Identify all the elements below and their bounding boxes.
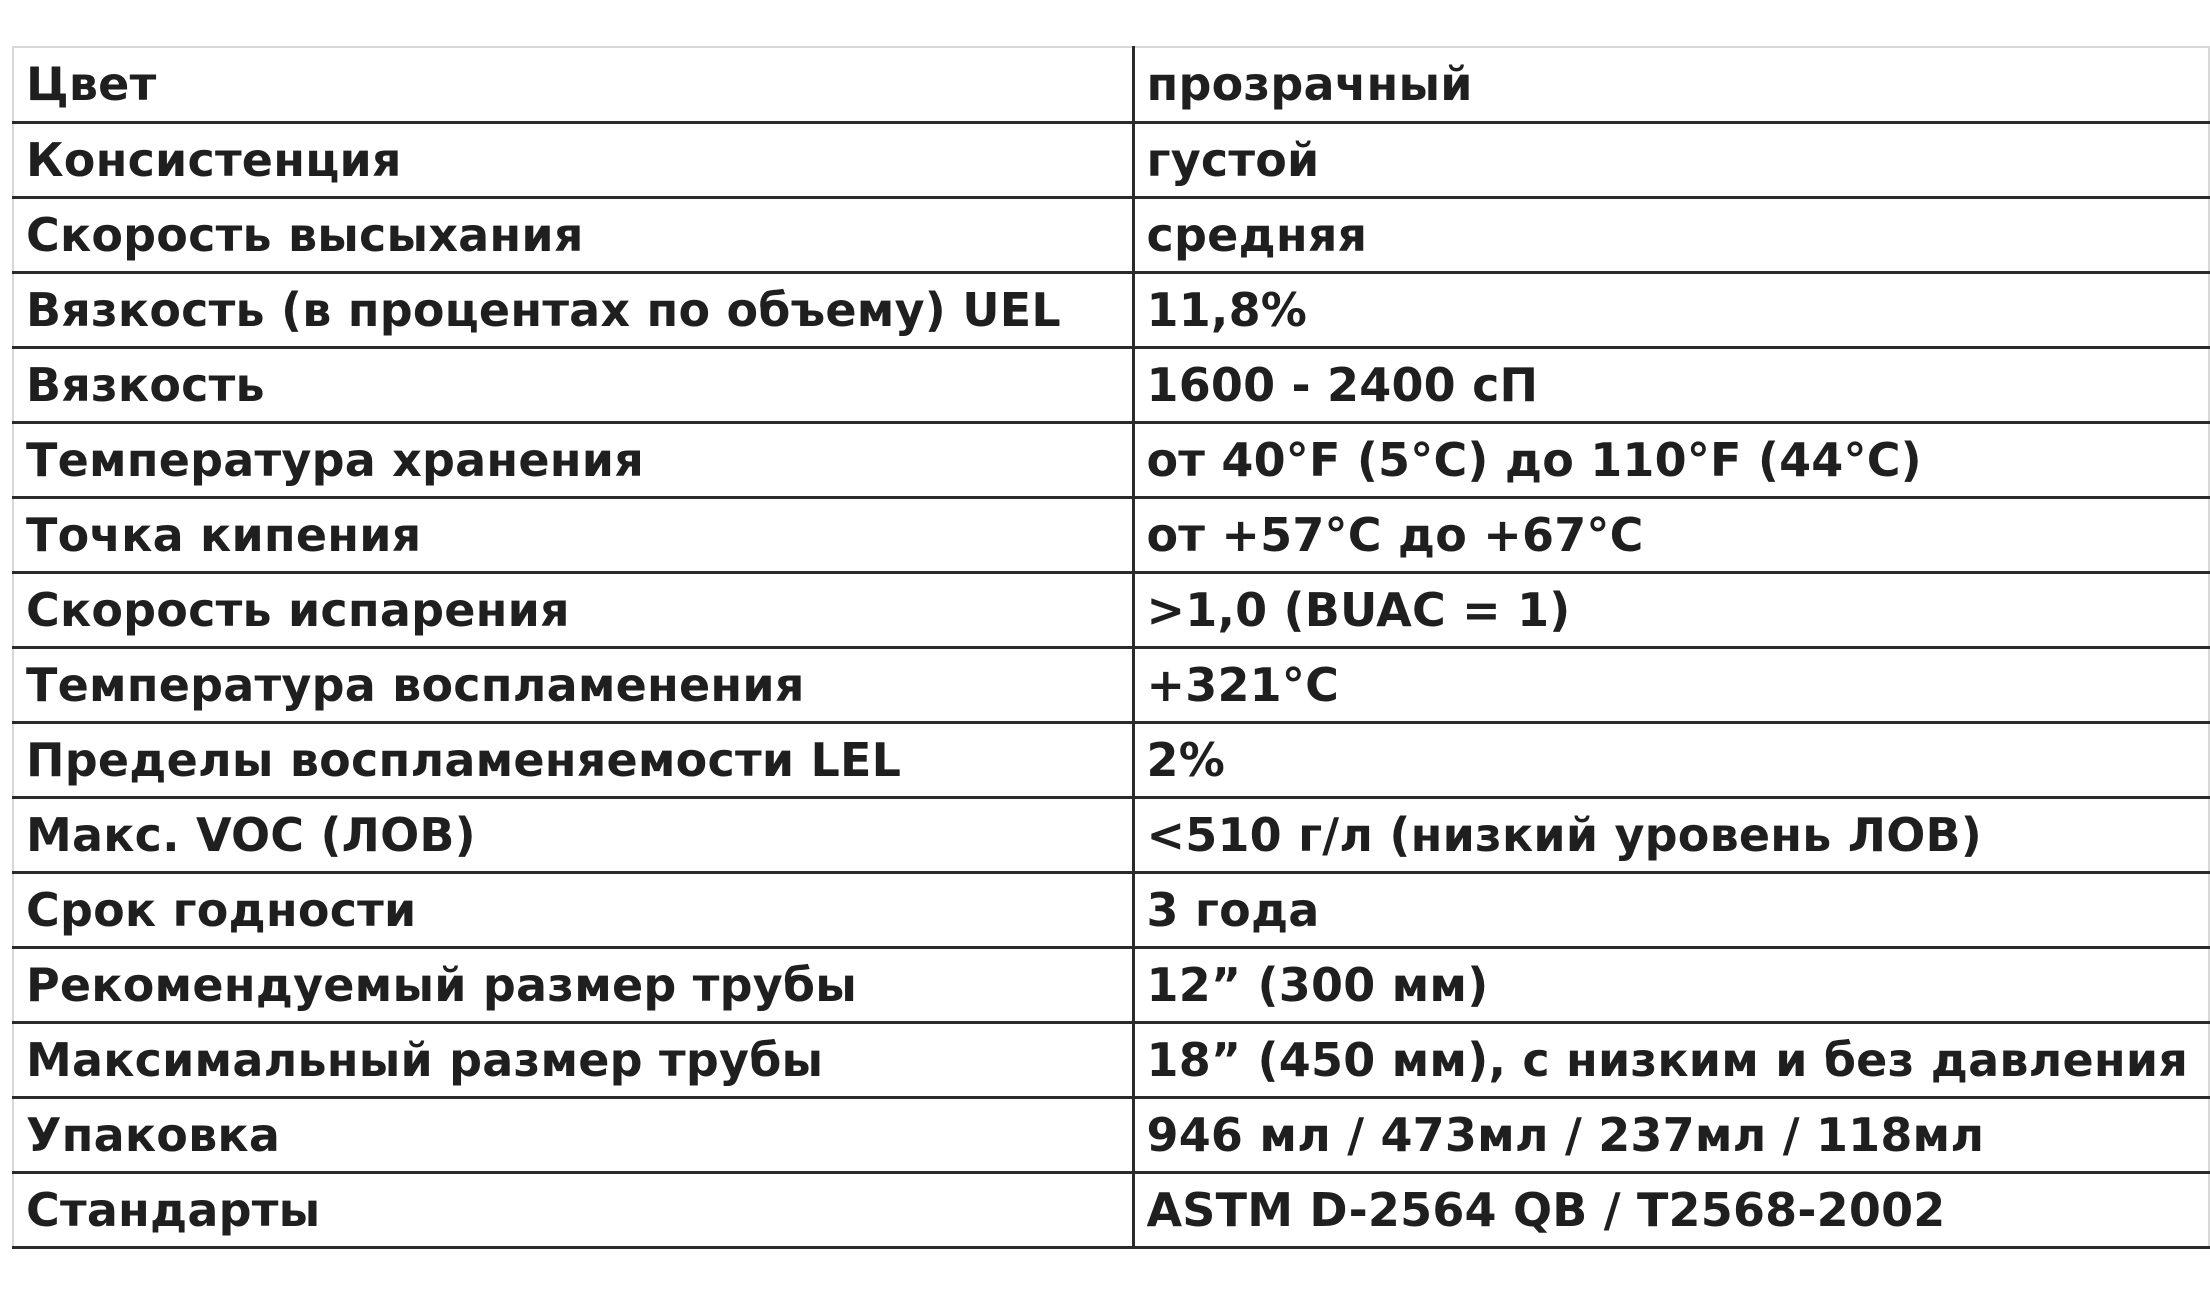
property-cell: Упаковка xyxy=(13,1097,1133,1172)
table-row xyxy=(13,872,2209,947)
value-cell: 3 года xyxy=(1133,872,2209,947)
value-cell: <510 г/л (низкий уровень ЛОВ) xyxy=(1133,797,2209,872)
table-row xyxy=(13,1022,2209,1097)
value-cell: >1,0 (BUAC = 1) xyxy=(1133,572,2209,647)
value-cell: 1600 - 2400 сП xyxy=(1133,347,2209,422)
table-row xyxy=(13,797,2209,872)
property-cell: Температура воспламенения xyxy=(13,647,1133,722)
property-cell: Пределы воспламеняемости LEL xyxy=(13,722,1133,797)
spec-table xyxy=(12,46,2210,1249)
table-row xyxy=(13,947,2209,1022)
property-cell: Макс. VOC (ЛОВ) xyxy=(13,797,1133,872)
table-row xyxy=(13,722,2209,797)
property-cell: Вязкость xyxy=(13,347,1133,422)
value-cell: от +57°C до +67°C xyxy=(1133,497,2209,572)
table-row xyxy=(13,497,2209,572)
table-row xyxy=(13,647,2209,722)
table-row xyxy=(13,272,2209,347)
value-cell: 946 мл / 473мл / 237мл / 118мл xyxy=(1133,1097,2209,1172)
property-cell: Цвет xyxy=(13,47,1133,122)
table-row xyxy=(13,572,2209,647)
value-cell: 11,8% xyxy=(1133,272,2209,347)
value-cell: ASTM D-2564 QB / T2568-2002 xyxy=(1133,1172,2209,1247)
property-cell: Стандарты xyxy=(13,1172,1133,1247)
property-cell: Точка кипения xyxy=(13,497,1133,572)
property-cell: Срок годности xyxy=(13,872,1133,947)
value-cell: 18” (450 мм), с низким и без давления xyxy=(1133,1022,2209,1097)
table-row xyxy=(13,197,2209,272)
table-row xyxy=(13,122,2209,197)
table-row xyxy=(13,422,2209,497)
value-cell: средняя xyxy=(1133,197,2209,272)
property-cell: Скорость высыхания xyxy=(13,197,1133,272)
property-cell: Вязкость (в процентах по объему) UEL xyxy=(13,272,1133,347)
spec-table-body xyxy=(13,47,2209,1247)
value-cell: от 40°F (5°C) до 110°F (44°C) xyxy=(1133,422,2209,497)
value-cell: +321°C xyxy=(1133,647,2209,722)
property-cell: Температура хранения xyxy=(13,422,1133,497)
property-cell: Максимальный размер трубы xyxy=(13,1022,1133,1097)
table-row xyxy=(13,1097,2209,1172)
property-cell: Рекомендуемый размер трубы xyxy=(13,947,1133,1022)
property-cell: Скорость испарения xyxy=(13,572,1133,647)
value-cell: 2% xyxy=(1133,722,2209,797)
table-row xyxy=(13,1172,2209,1247)
value-cell: прозрачный xyxy=(1133,47,2209,122)
value-cell: густой xyxy=(1133,122,2209,197)
value-cell: 12” (300 мм) xyxy=(1133,947,2209,1022)
property-cell: Консистенция xyxy=(13,122,1133,197)
table-row xyxy=(13,47,2209,122)
table-row xyxy=(13,347,2209,422)
